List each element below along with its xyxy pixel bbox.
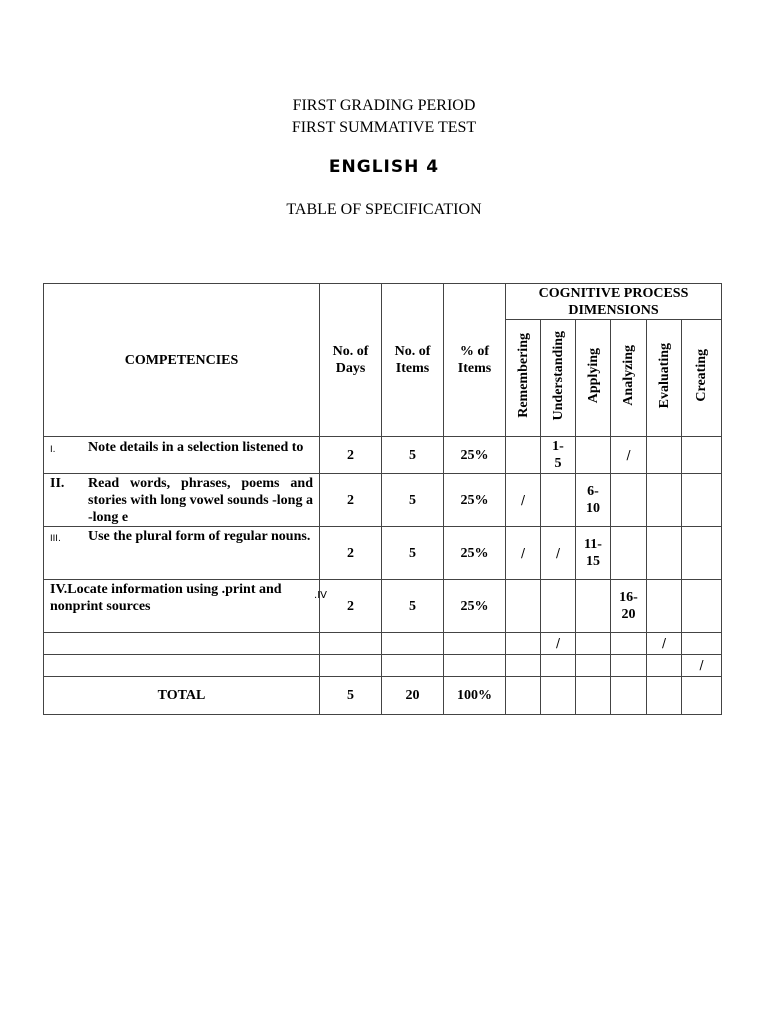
empty-cell [576, 655, 611, 677]
understanding-cell: 1-5 [541, 437, 576, 474]
creating-cell [682, 474, 722, 527]
evaluating-cell: / [647, 633, 682, 655]
applying-cell [576, 437, 611, 474]
understanding-cell: / [541, 633, 576, 655]
items-cell: 5 [382, 580, 444, 633]
remembering-header: Remembering [506, 320, 541, 437]
evaluating-cell [647, 437, 682, 474]
empty-cell [611, 677, 647, 715]
analyzing-cell [611, 527, 647, 580]
empty-cell [647, 677, 682, 715]
understanding-header: Understanding [541, 320, 576, 437]
analyzing-header: Analyzing [611, 320, 647, 437]
table-row [44, 437, 722, 474]
days-cell: 2 [320, 527, 382, 580]
row-number: II. [50, 476, 65, 491]
days-cell: 2 [320, 474, 382, 527]
empty-cell [611, 633, 647, 655]
creating-header: Creating [682, 320, 722, 437]
table-row [44, 655, 722, 677]
document-title: TABLE OF SPECIFICATION [286, 201, 482, 218]
empty-cell [576, 677, 611, 715]
items-cell: 5 [382, 474, 444, 527]
empty-cell [506, 655, 541, 677]
total-label: TOTAL [44, 677, 320, 715]
empty-cell [320, 655, 382, 677]
table-row [44, 474, 722, 527]
percent-cell: 25% [444, 437, 506, 474]
competency-text: Read words, phrases, poems and stories with long vowel sounds -long a -long e [88, 476, 313, 525]
applying-header: Applying [576, 320, 611, 437]
competencies-header: COMPETENCIES [44, 284, 320, 437]
test-heading: FIRST SUMMATIVE TEST [291, 119, 477, 136]
remembering-cell: / [506, 474, 541, 527]
header-row-1 [44, 284, 722, 320]
specification-table [43, 283, 722, 715]
understanding-cell: / [541, 527, 576, 580]
items-cell: 5 [382, 527, 444, 580]
evaluating-header: Evaluating [647, 320, 682, 437]
applying-cell: 6-10 [576, 474, 611, 527]
empty-cell [576, 633, 611, 655]
percent-header: % of Items [444, 284, 506, 437]
creating-cell: / [682, 655, 722, 677]
competency-cell [44, 527, 320, 580]
empty-cell [444, 655, 506, 677]
empty-cell [444, 633, 506, 655]
empty-cell [382, 655, 444, 677]
total-days: 5 [320, 677, 382, 715]
empty-cell [506, 677, 541, 715]
cognitive-process-header: COGNITIVE PROCESS DIMENSIONS [506, 284, 722, 320]
competency-text: Use the plural form of regular nouns. [88, 529, 311, 544]
empty-cell [611, 655, 647, 677]
percent-cell: 25% [444, 527, 506, 580]
total-items: 20 [382, 677, 444, 715]
period-heading: FIRST GRADING PERIOD [292, 97, 476, 114]
days-header: No. of Days [320, 284, 382, 437]
row-number: III. [50, 534, 61, 544]
evaluating-cell [647, 527, 682, 580]
empty-cell [382, 633, 444, 655]
empty-cell [320, 633, 382, 655]
empty-cell [44, 655, 320, 677]
table-row [44, 633, 722, 655]
creating-cell [682, 580, 722, 633]
evaluating-cell [647, 474, 682, 527]
remembering-cell [506, 580, 541, 633]
creating-cell [682, 437, 722, 474]
days-cell: 2 [320, 580, 382, 633]
row-number: I. [50, 445, 56, 455]
competency-cell [44, 437, 320, 474]
competency-text: Note details in a selection listened to [88, 440, 304, 455]
percent-cell: 25% [444, 580, 506, 633]
competency-text: IV.Locate information using .print and nonprint sources [50, 582, 282, 614]
empty-cell [541, 655, 576, 677]
table-row [44, 580, 722, 633]
empty-cell [541, 677, 576, 715]
competency-cell [44, 580, 327, 633]
percent-cell: 25% [444, 474, 506, 527]
analyzing-cell: 16-20 [611, 580, 647, 633]
row-number: .IV [314, 590, 327, 601]
table-row [44, 527, 722, 580]
analyzing-cell [611, 474, 647, 527]
empty-cell [682, 677, 722, 715]
subject-title: ENGLISH 4 [328, 157, 440, 177]
empty-cell [44, 633, 320, 655]
items-header: No. of Items [382, 284, 444, 437]
evaluating-cell [647, 580, 682, 633]
items-cell: 5 [382, 437, 444, 474]
total-row [44, 677, 722, 715]
understanding-cell [541, 474, 576, 527]
days-cell: 2 [320, 437, 382, 474]
applying-cell [576, 580, 611, 633]
empty-cell [506, 633, 541, 655]
understanding-cell [541, 580, 576, 633]
remembering-cell: / [506, 527, 541, 580]
competency-cell [44, 474, 320, 527]
applying-cell: 11-15 [576, 527, 611, 580]
analyzing-cell: / [611, 437, 647, 474]
remembering-cell [506, 437, 541, 474]
total-percent: 100% [444, 677, 506, 715]
creating-cell [682, 527, 722, 580]
empty-cell [647, 655, 682, 677]
empty-cell [682, 633, 722, 655]
